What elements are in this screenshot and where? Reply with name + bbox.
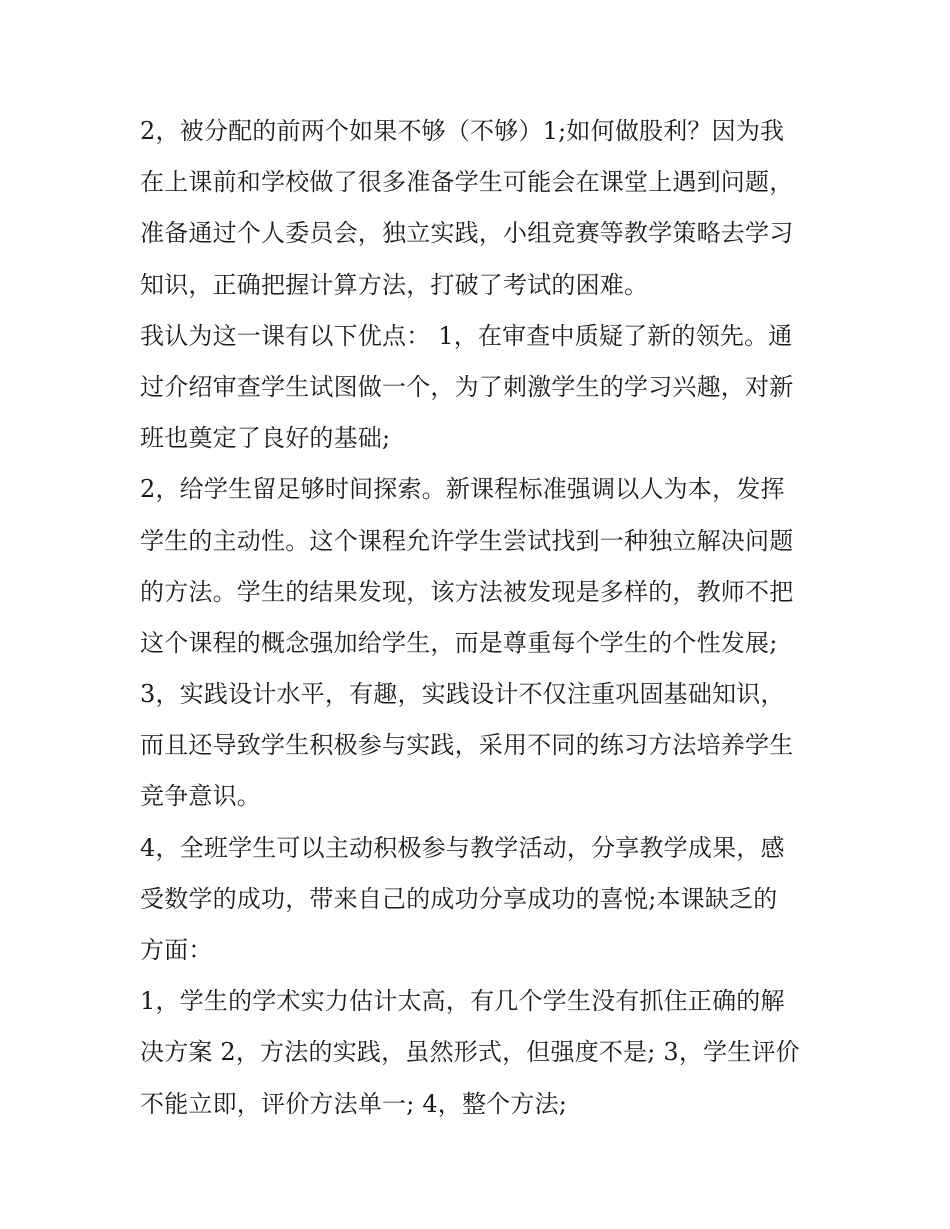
text-line: 2，给学生留足够时间探索。新课程标准强调以人为本，发挥 bbox=[140, 475, 785, 504]
text-line: 知识，正确把握计算方法，打破了考试的困难。 bbox=[140, 270, 649, 299]
text-line: 2，被分配的前两个如果不够（不够）1;如何做股利？因为我 bbox=[140, 117, 785, 145]
text-line: 班也奠定了良好的基础; bbox=[140, 424, 391, 453]
text-line: 准备通过个人委员会，独立实践，小组竞赛等教学策略去学习 bbox=[140, 219, 794, 248]
text-line: 学生的主动性。这个课程允许学生尝试找到一种独立解决问题 bbox=[140, 526, 794, 555]
text-line: 我认为这一课有以下优点： 1，在审查中质疑了新的领先。通 bbox=[140, 321, 793, 350]
document-body bbox=[140, 106, 820, 1130]
text-line: 过介绍审查学生试图做一个，为了刺激学生的学习兴趣，对新 bbox=[140, 372, 794, 401]
text-line: 的方法。学生的结果发现，该方法被发现是多样的，教师不把 bbox=[140, 577, 794, 606]
text-line: 在上课前和学校做了很多准备学生可能会在课堂上遇到问题， bbox=[140, 168, 794, 197]
text-line: 1，学生的学术实力估计太高，有几个学生没有抓住正确的解 bbox=[140, 987, 785, 1016]
text-line: 4，全班学生可以主动积极参与教学活动，分享教学成果，感 bbox=[140, 833, 785, 862]
text-line: 这个课程的概念强加给学生，而是尊重每个学生的个性发展; bbox=[140, 628, 778, 657]
text-line: 不能立即，评价方法单一; 4，整个方法; bbox=[140, 1089, 568, 1118]
text-line: 受数学的成功，带来自己的成功分享成功的喜悦;本课缺乏的 bbox=[140, 884, 778, 913]
text-line: 3，实践设计水平，有趣，实践设计不仅注重巩固基础知识， bbox=[140, 680, 785, 709]
text-line: 方面： bbox=[140, 936, 213, 964]
text-line: 决方案 2，方法的实践，虽然形式，但强度不是; 3，学生评价 bbox=[140, 1038, 800, 1067]
text-line: 竞争意识。 bbox=[140, 782, 261, 811]
text-line: 而且还导致学生积极参与实践，采用不同的练习方法培养学生 bbox=[140, 731, 794, 760]
